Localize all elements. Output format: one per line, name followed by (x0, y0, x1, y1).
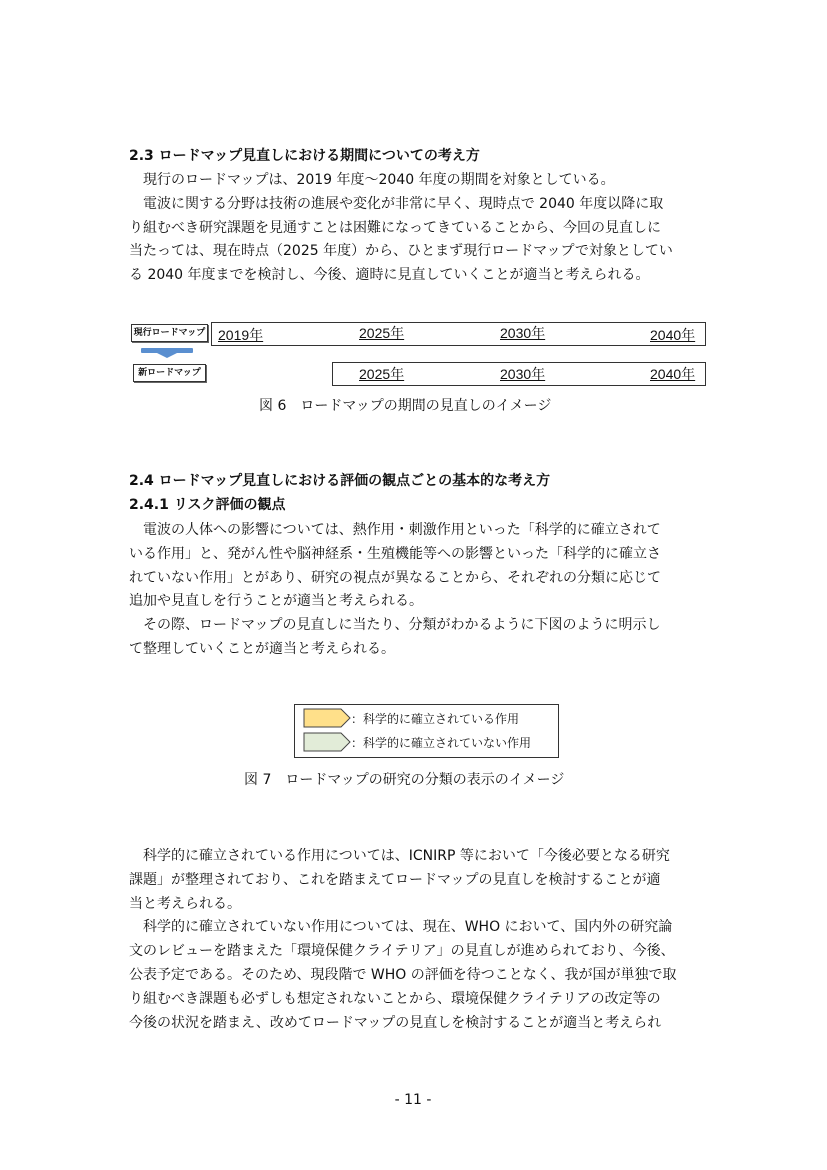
section-heading-2-4: 2.4 ロードマップ見直しにおける評価の観点ごとの基本的な考え方 (129, 473, 551, 489)
new-roadmap-label: 新ロードマップ (133, 364, 206, 382)
figure-6 (0, 0, 827, 420)
paragraph-line: 電波の人体への影響については、熱作用・刺激作用といった「科学的に確立されて (129, 522, 661, 538)
paragraph-line: り組むべき課題も必ずしも想定されないことから、環境保健クライテリアの改定等の (129, 990, 661, 1007)
current-roadmap-label: 現行ロードマップ (131, 324, 208, 342)
paragraph-line: 当と考えられる。 (129, 895, 241, 912)
chevron-tag-icon (303, 708, 351, 728)
paragraph-line: れていない作用」とがあり、研究の視点が異なることから、それぞれの分類に応じて (129, 569, 661, 586)
page-number: - 11 - (394, 1092, 432, 1108)
paragraph-line: いる作用」と、発がん性や脳神経系・生殖機能等への影響といった「科学的に確立さ (129, 545, 661, 562)
year-label: 2019年 (218, 327, 264, 343)
section-heading-2-4-1: 2.4.1 リスク評価の観点 (129, 497, 286, 513)
paragraph-line: 文のレビューを踏まえた「環境保健クライテリア」の見直しが進められており、今後、 (129, 943, 675, 960)
legend-item-not-established (303, 732, 553, 754)
paragraph-line: る 2040 年度までを検討し、今後、適時に見直していくことが適当と考えられる。 (129, 267, 650, 284)
legend-label: ：科学的に確立されていない作用 (351, 736, 532, 750)
paragraph-line: 追加や見直しを行うことが適当と考えられる。 (129, 593, 423, 610)
section-heading-2-3: 2.3 ロードマップ見直しにおける期間についての考え方 (129, 148, 480, 164)
year-label: 2030年 (500, 325, 546, 341)
paragraph-line: て整理していくことが適当と考えられる。 (129, 640, 395, 657)
paragraph-line: その際、ロードマップの見直しに当たり、分類がわかるように下図のように明示し (129, 617, 661, 634)
paragraph-line: 電波に関する分野は技術の進展や変化が非常に早く、現時点で 2040 年度以降に取 (129, 195, 664, 212)
legend-item-established (303, 708, 553, 730)
paragraph-line: 今後の状況を踏まえ、改めてロードマップの見直しを検討することが適当と考えられ (129, 1014, 662, 1031)
year-label: 2030年 (500, 366, 546, 382)
legend-label: ：科学的に確立されている作用 (351, 712, 520, 726)
paragraph-line: 科学的に確立されている作用については、ICNIRP 等において「今後必要となる研究 (129, 848, 670, 864)
new-roadmap-timeline (332, 362, 706, 386)
section-2-4-1-body-continued (129, 845, 676, 1035)
chevron-tag-icon (303, 732, 351, 752)
paragraph-line: り組むべき研究課題を見通すことは困難になってきていることから、今回の見直しに (129, 219, 661, 236)
figure-6-caption: 図 6 ロードマップの期間の見直しのイメージ (259, 398, 552, 414)
year-label: 2040年 (650, 366, 696, 382)
year-label: 2040年 (650, 327, 696, 343)
arrow-head-icon (155, 352, 179, 358)
paragraph-line: 科学的に確立されていない作用については、現在、WHO において、国内外の研究論 (129, 919, 673, 936)
paragraph-line: 公表予定である。そのため、現段階で WHO の評価を待つことなく、我が国が単独で取 (129, 966, 677, 983)
year-label: 2025年 (359, 366, 405, 382)
current-roadmap-timeline (211, 322, 706, 346)
year-label: 2025年 (359, 325, 405, 341)
section-2-4-1-body (129, 519, 661, 662)
paragraph-line: 課題」が整理されており、これを踏まえてロードマップの見直しを検討することが適 (129, 871, 661, 888)
paragraph-line: 当たっては、現在時点（2025 年度）から、ひとまず現行ロードマップで対象としてい (129, 243, 673, 260)
figure-7-caption: 図 7 ロードマップの研究の分類の表示のイメージ (244, 772, 565, 788)
paragraph-line: 現行のロードマップは、2019 年度〜2040 年度の期間を対象としている。 (129, 172, 615, 188)
figure-7-legend (294, 704, 559, 758)
